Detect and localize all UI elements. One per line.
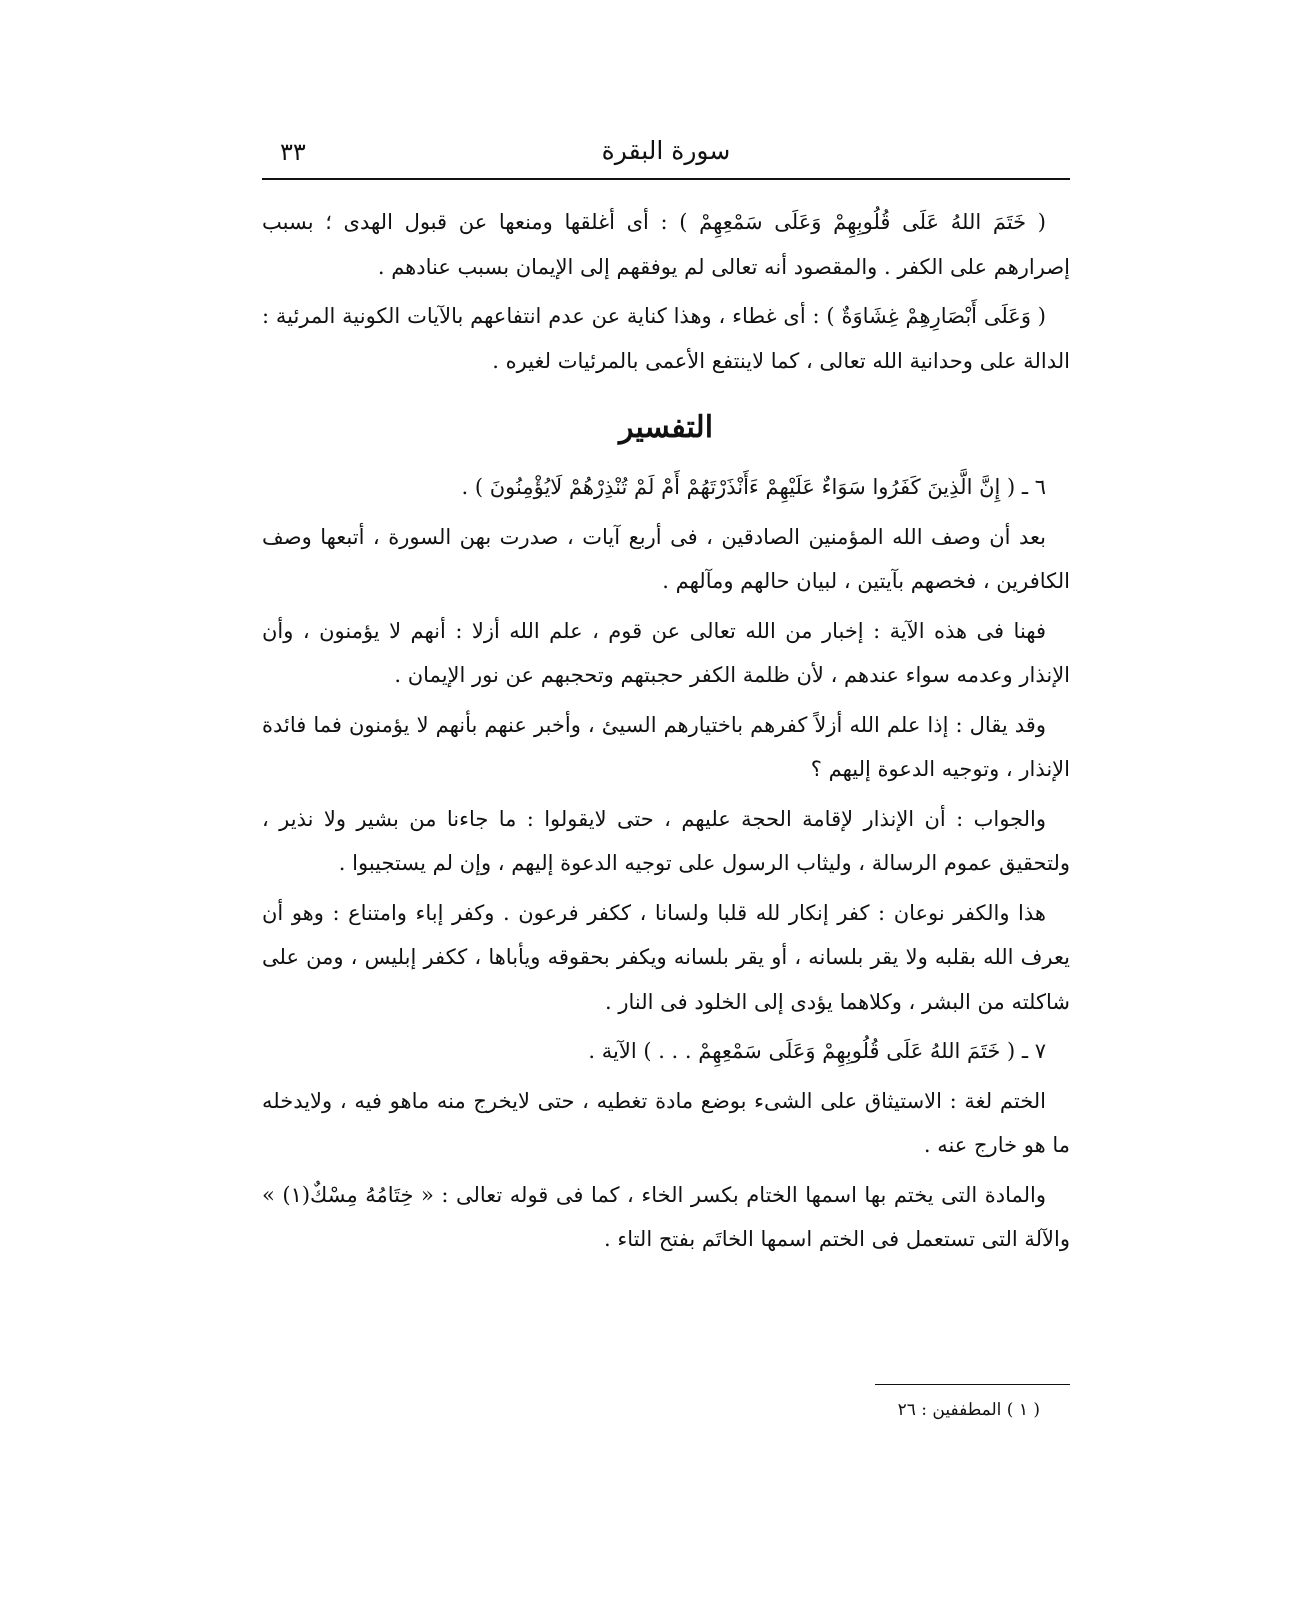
page-number: ٣٣ (280, 138, 306, 166)
paragraph-verse-gloss-sight: ( وَعَلَى أَبْصَارِهِمْ غِشَاوَةٌ ) : أى غطاء ، وهذا كناية عن عدم انتفاعهم بالآيات الكونية المرئية : الدالة على وحدانية الله تعالى ، كما لاينتفع الأعمى بالمرئيات لغيره . (262, 304, 1070, 373)
paragraph-verse-7: ٧ ـ ( خَتَمَ اللهُ عَلَى قُلُوبِهِمْ وَعَلَى سَمْعِهِمْ . . . ) الآية . (588, 1039, 1046, 1063)
paragraph-commentary: فهنا فى هذه الآية : إخبار من الله تعالى عن قوم ، علم الله أزلا : أنهم لا يؤمنون ، وأن الإنذار وعدمه سواء عندهم ، لأن ظلمة الكفر حجبتهم وتحجبهم عن نور الإيمان . (262, 618, 1070, 687)
paragraph-commentary: هذا والكفر نوعان : كفر إنكار لله قلبا ولسانا ، ككفر فرعون . وكفر إباء وامتناع : وهو أن يعرف الله بقلبه ولا يقر بلسانه ، أو يقر بلسانه ويكفر بحقوقه ويأباها ، ككفر إبليس ، ومن على شاكلته من البشر ، وكلاهما يؤدى إلى الخلود فى النار . (262, 900, 1070, 1014)
paragraph-commentary: بعد أن وصف الله المؤمنين الصادقين ، فى أربع آيات ، صدرت بهن السورة ، أتبعها وصف الكافرين ، فخصهم بآيتين ، لبيان حالهم ومآلهم . (262, 524, 1070, 593)
footnote-divider (875, 1384, 1070, 1385)
body-text (262, 200, 1070, 1267)
surah-title: سورة البقرة (601, 136, 731, 165)
paragraph-commentary: والجواب : أن الإنذار لإقامة الحجة عليهم ، حتى لايقولوا : ما جاءنا من بشير ولا نذير ، ولتحقيق عموم الرسالة ، وليثاب الرسول على توجيه الدعوة إليهم ، وإن لم يستجيبوا . (262, 806, 1070, 875)
paragraph-verse-6: ٦ ـ ( إِنَّ الَّذِينَ كَفَرُوا سَوَاءٌ عَلَيْهِمْ ءَأَنْذَرْتَهُمْ أَمْ لَمْ تُنْذِرْهُمْ لَايُؤْمِنُونَ ) . (461, 475, 1046, 499)
paragraph-verse-gloss-hearts: ( خَتَمَ اللهُ عَلَى قُلُوبِهِمْ وَعَلَى سَمْعِهِمْ ) : أى أغلقها ومنعها عن قبول الهدى ؛ بسبب إصرارهم على الكفر . والمقصود أنه تعالى لم يوفقهم إلى الإيمان بسبب عنادهم . (262, 210, 1070, 279)
paragraph-commentary: والمادة التى يختم بها اسمها الختام بكسر الخاء ، كما فى قوله تعالى : « خِتَامُهُ مِسْكٌ(١) » والآلة التى تستعمل فى الختم اسمها الخاتَم بفتح التاء . (262, 1182, 1070, 1251)
running-head (262, 132, 1070, 180)
footnote: ( ١ ) المطففين : ٢٦ (897, 1400, 1040, 1420)
section-heading-tafsir: التفسير (618, 410, 714, 445)
paragraph-commentary: الختم لغة : الاستيثاق على الشىء بوضع مادة تغطيه ، حتى لايخرج منه ماهو فيه ، ولايدخله ما هو خارج عنه . (262, 1088, 1070, 1157)
paragraph-commentary: وقد يقال : إذا علم الله أزلاً كفرهم باختيارهم السيئ ، وأخبر عنهم بأنهم لا يؤمنون فما فائدة الإنذار ، وتوجيه الدعوة إليهم ؟ (262, 712, 1070, 781)
